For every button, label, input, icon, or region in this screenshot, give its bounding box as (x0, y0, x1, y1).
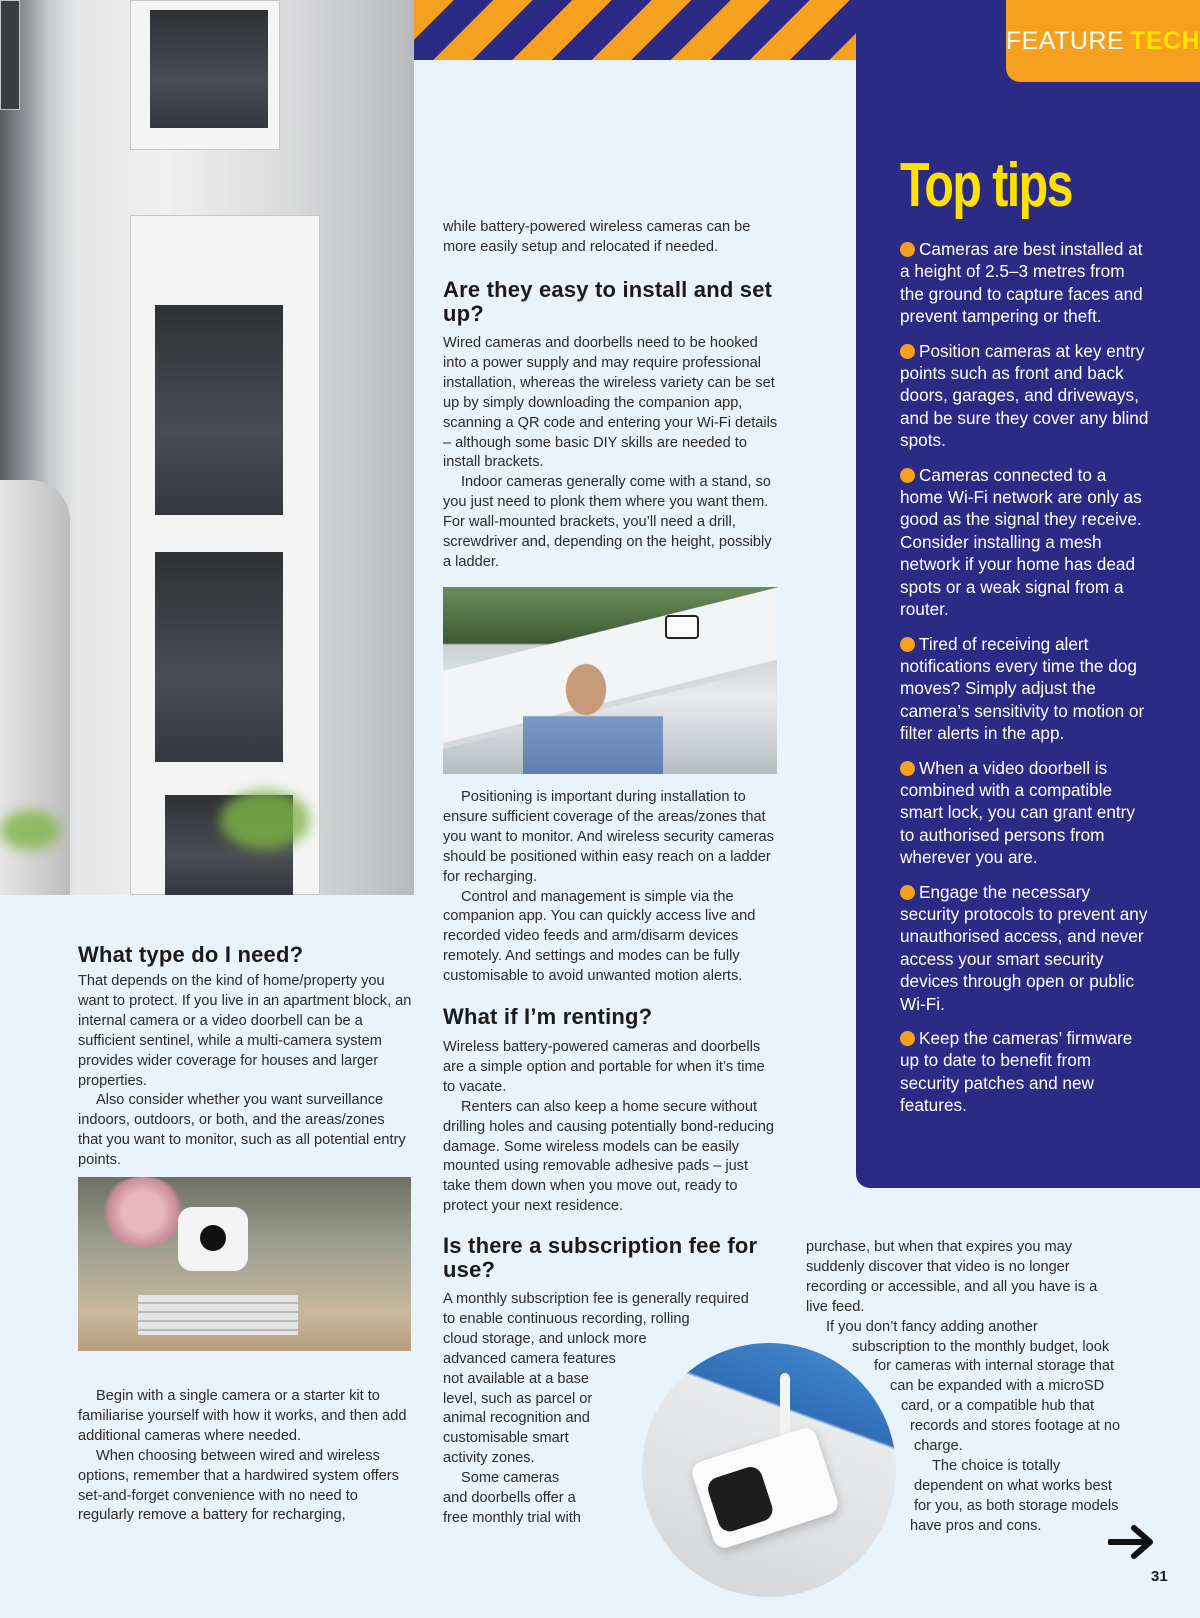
outdoor-camera-icon (689, 1425, 840, 1551)
section-tab (1006, 0, 1200, 82)
security-camera-icon (665, 615, 699, 639)
renting-paragraph-2: Renters can also keep a home secure without drilling holes and causing potentially bond-reducing damage. Some wireless models can be easily mounted using removable adhesive pads – just take them down when you move out, ready to protect your next residence. (443, 1098, 775, 1215)
bullet-dot-icon (900, 468, 915, 483)
install-body (443, 334, 778, 573)
bullet-dot-icon (900, 242, 915, 257)
bullet-dot-icon (900, 885, 915, 900)
indoor-camera-photo (78, 1177, 411, 1351)
outdoor-camera-photo (642, 1343, 896, 1597)
next-page-arrow-icon (1108, 1524, 1158, 1560)
installer-photo (443, 587, 777, 774)
type-paragraph-4: When choosing between wired and wireless options, remember that a hardwired system offers set-and-forget convenience with no need to regularly remove a battery for recharging, (78, 1447, 399, 1524)
bullet-dot-icon (900, 637, 915, 652)
indoor-camera-icon (178, 1207, 248, 1271)
tip-item: Tired of receiving alert notifications every time the dog moves? Simply adjust the camera’s sensitivity to motion or filter alerts in the app. (900, 633, 1145, 744)
type-body (78, 972, 413, 1171)
bullet-dot-icon (900, 1031, 915, 1046)
type-heading: What type do I need? (78, 942, 304, 967)
install-paragraph-4: Control and management is simple via the companion app. You can quickly access live and recorded video feeds and arm/disarm devices remotely. And settings and modes can be fully customisable to avoid unwanted motion alerts. (443, 888, 756, 985)
type-paragraph-1: That depends on the kind of home/property you want to protect. If you live in an apartment block, an internal camera or a video doorbell can be a sufficient sentinel, while a multi-camera system provides wider coverage for houses and larger properties. (78, 973, 412, 1089)
decorative-stripe-banner (414, 0, 856, 60)
top-tips-list (900, 238, 1150, 1129)
subscription-body: A monthly subscription fee is generally required to enable continuous recording, rolling cloud storage, and unlock more advanced camera features not available at a base level, such as parcel or animal recognition and customisable smart activity zones. Some cameras and doorbells offer a free monthly trial with (443, 1291, 749, 1526)
renting-paragraph-1: Wireless battery-powered cameras and doorbells are a simple option and portable for when it’s time to vacate. (443, 1039, 765, 1095)
install-paragraph-1: Wired cameras and doorbells need to be hooked into a power supply and may require professional installation, whereas the wireless variety can be set up by simply downloading the companion app, scanning a QR code and entering your Wi-Fi details – although some basic DIY skills are needed to install brackets. (443, 335, 778, 471)
type-body-continued (78, 1387, 413, 1526)
doorway-photo (0, 0, 414, 895)
install-heading: Are they easy to install and set up? (443, 277, 773, 326)
tip-item: Cameras are best installed at a height of 2.5–3 metres from the ground to capture faces and prevent tampering or theft. (900, 239, 1143, 327)
subscription-body-continued: purchase, but when that expires you may suddenly discover that video is no longer recording or accessible, and all you have is a live feed. If you don’t fancy adding another subscription to the monthly budget, look for cameras with internal storage that can be expanded with a microSD card, or a compatible hub that records and stores footage at no charge. The choice is totally dependent on what works best for you, as both storage models have pros and cons. (806, 1239, 1121, 1534)
type-paragraph-2: Also consider whether you want surveillance indoors, outdoors, or both, and the areas/zones that you want to monitor, such as all potential entry points. (78, 1092, 406, 1169)
subscription-heading: Is there a subscription fee for use? (443, 1233, 758, 1282)
tip-item: Keep the cameras’ firmware up to date to benefit from security patches and new features. (900, 1028, 1133, 1116)
install-paragraph-3: Positioning is important during installation to ensure sufficient coverage of the areas/zones that you want to monitor. And wireless security cameras should be positioned within easy reach on a ladder for recharging. (443, 789, 774, 885)
section-tab-label: FEATURE (1005, 26, 1125, 55)
install-body-continued (443, 788, 778, 987)
bullet-dot-icon (900, 344, 915, 359)
type-paragraph-3: Begin with a single camera or a starter kit to familiarise yourself with how it works, and then add additional cameras where needed. (78, 1388, 407, 1444)
renting-body (443, 1038, 778, 1217)
tip-item: Engage the necessary security protocols to prevent any unauthorised access, and never access your smart security devices through open or public Wi-Fi. (900, 881, 1148, 1014)
tip-item: When a video doorbell is combined with a compatible smart lock, you can grant entry to authorised persons from wherever you are. (900, 757, 1135, 868)
install-paragraph-2: Indoor cameras generally come with a stand, so you just need to plonk them where you want them. For wall-mounted brackets, you’ll need a drill, screwdriver and, depending on the height, possibly a ladder. (443, 474, 772, 570)
page-number: 31 (1151, 1568, 1168, 1585)
section-tab-label-bold: TECH (1130, 26, 1200, 55)
intro-continued-text: while battery-powered wireless cameras can be more easily setup and relocated if needed. (443, 219, 751, 255)
bullet-dot-icon (900, 761, 915, 776)
tip-item: Position cameras at key entry points such as front and back doors, garages, and driveways, and be sure they cover any blind spots. (900, 340, 1149, 451)
tip-item: Cameras connected to a home Wi-Fi network are only as good as the signal they receive. Consider installing a mesh network if your home has dead spots or a weak signal from a router. (900, 464, 1142, 620)
renting-heading: What if I’m renting? (443, 1004, 653, 1029)
top-tips-title: Top tips (900, 151, 1072, 220)
